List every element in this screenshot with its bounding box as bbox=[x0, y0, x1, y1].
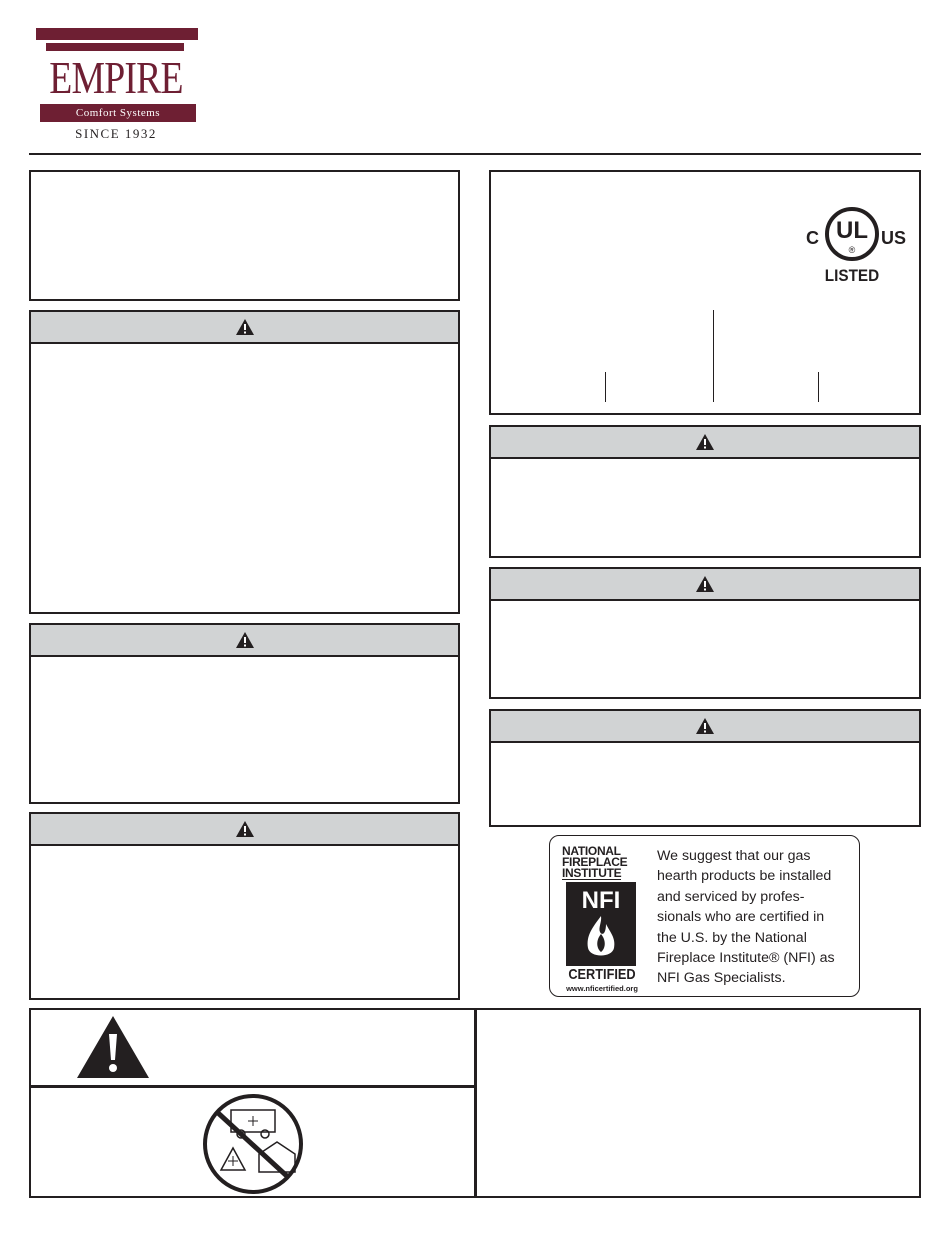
table-divider bbox=[818, 372, 819, 402]
safety-notice-block bbox=[29, 1008, 921, 1198]
nfi-org-line: INSTITUTE bbox=[562, 866, 622, 880]
nfi-abbrev: NFI bbox=[581, 887, 621, 914]
ul-circle-icon bbox=[824, 206, 880, 262]
warning-box-1 bbox=[29, 310, 460, 614]
nfi-text-line: sionals who are certified in bbox=[657, 909, 825, 926]
nfi-flame-icon bbox=[566, 882, 636, 966]
no-rv-use-icon bbox=[201, 1092, 305, 1196]
warning-box-4 bbox=[489, 425, 921, 558]
nfi-text-line: and serviced by profes- bbox=[657, 888, 805, 905]
ul-registered-text: ® bbox=[848, 245, 856, 255]
ul-status: LISTED bbox=[824, 266, 880, 285]
nfi-recommendation bbox=[657, 846, 857, 989]
table-divider bbox=[605, 372, 606, 402]
nfi-text-line: We suggest that our gas bbox=[657, 848, 811, 864]
logo-bar-second bbox=[46, 43, 184, 51]
warning-header-1 bbox=[31, 312, 458, 344]
logo-since: SINCE 1932 bbox=[75, 126, 157, 141]
nfi-text-line: Fireplace Institute® (NFI) as bbox=[657, 950, 835, 967]
warning-triangle-icon bbox=[695, 717, 715, 735]
warning-header-3 bbox=[31, 814, 458, 846]
header-rule bbox=[29, 153, 921, 155]
logo-tagline: Comfort Systems bbox=[40, 104, 196, 122]
logo-bar-top bbox=[36, 28, 198, 40]
warning-header-4 bbox=[491, 427, 919, 459]
warning-box-2 bbox=[29, 623, 460, 804]
nfi-notice bbox=[549, 835, 860, 997]
nfi-text-line: NFI Gas Specialists. bbox=[657, 970, 786, 987]
nfi-text-line: the U.S. by the National bbox=[657, 929, 807, 946]
nfi-logo bbox=[562, 846, 650, 992]
ul-mark-text: UL bbox=[836, 217, 868, 244]
warning-box-6 bbox=[489, 709, 921, 827]
warning-header-2 bbox=[31, 625, 458, 657]
nfi-org-name bbox=[562, 846, 638, 880]
table-divider bbox=[713, 310, 714, 402]
warning-triangle-icon bbox=[75, 1014, 151, 1080]
warning-triangle-icon bbox=[235, 318, 255, 336]
nfi-text-line: hearth products be installed bbox=[657, 868, 832, 885]
warning-box-3 bbox=[29, 812, 460, 1000]
warning-header-5 bbox=[491, 569, 919, 601]
ul-suffix: US bbox=[881, 228, 907, 248]
warning-header-6 bbox=[491, 711, 919, 743]
intro-panel bbox=[29, 170, 460, 301]
bottom-column-divider bbox=[474, 1010, 477, 1196]
nfi-org-line: FIREPLACE bbox=[562, 855, 628, 869]
warning-triangle-icon bbox=[695, 575, 715, 593]
nfi-org-line: NATIONAL bbox=[562, 844, 621, 858]
warning-triangle-icon bbox=[235, 820, 255, 838]
warning-box-5 bbox=[489, 567, 921, 699]
nfi-url: www.nficertified.org bbox=[566, 984, 638, 993]
logo-wordmark: EMPIRE bbox=[49, 52, 183, 103]
warning-triangle-icon bbox=[695, 433, 715, 451]
ul-listed-mark bbox=[806, 206, 906, 290]
ul-prefix: C bbox=[806, 228, 819, 248]
empire-logo bbox=[32, 28, 200, 146]
bottom-left-divider bbox=[31, 1085, 474, 1088]
warning-triangle-icon bbox=[235, 631, 255, 649]
nfi-certified: CERTIFIED bbox=[568, 966, 636, 983]
